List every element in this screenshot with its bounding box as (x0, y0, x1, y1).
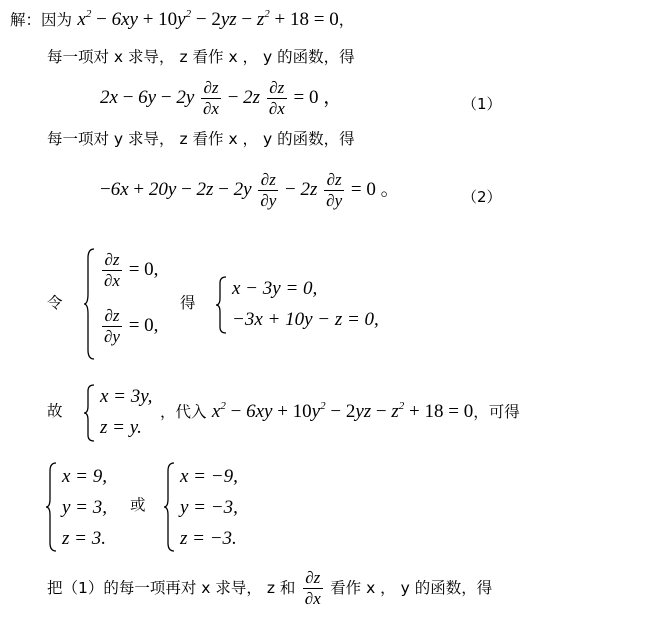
fraction-dz-dy: $\frac{\partial z}{\partial y}$ (260, 170, 277, 210)
fraction-dz-dx: $\frac{\partial z}{\partial x}$ (268, 78, 285, 118)
system-row: $\frac{\partial z}{\partial x}$ = 0, (104, 250, 159, 290)
left-brace-icon (164, 462, 176, 552)
equation-1-tag: （1） (462, 95, 502, 113)
system-linear (216, 276, 416, 334)
line-1-label: 解：因为 (10, 11, 73, 29)
huo-label: 或 (130, 496, 146, 514)
equation-2: −6x + 20y − 2z − 2y $\frac{\partial z}{\partial y}$ − 2z $\frac{\partial z}{\partial y}$ = 0 。 (100, 170, 400, 210)
solution-row: x = 9, (62, 466, 108, 487)
substitute-line: ，代入 $x^2 - 6xy + 10y^2 - 2yz - z^2 + 18 = 0$，可得 (160, 400, 520, 422)
line-2-text: 每一项对 x 求导， z 看作 x ， y 的函数，得 (47, 48, 355, 66)
fraction-dz-dy: $\frac{\partial z}{\partial y}$ (326, 170, 343, 210)
ling-label: 令 (47, 294, 63, 312)
system-row: x = 3y, (100, 386, 153, 407)
left-brace-icon (84, 384, 96, 442)
solution-row: y = 3, (62, 497, 108, 518)
solution-row: z = 3. (62, 528, 106, 549)
system-row: x − 3y = 0, (232, 278, 318, 299)
system-row: −3x + 10y − z = 0, (232, 309, 379, 330)
equation-2-tag: （2） (462, 188, 502, 206)
line-4-text: 每一项对 y 求导， z 看作 x ， y 的函数，得 (47, 130, 355, 148)
equation-1: 2x − 6y − 2y $\frac{\partial z}{\partial x}$ − 2z $\frac{\partial z}{\partial x}$ = 0 ， (100, 78, 343, 118)
de-label: 得 (180, 294, 196, 312)
solution-row: y = −3, (180, 497, 238, 518)
system-row: $\frac{\partial z}{\partial y}$ = 0, (104, 306, 159, 346)
line-1-equation: $x^2 - 6xy + 10y^2 - 2yz - z^2 + 18 = 0$ (77, 8, 339, 30)
left-brace-icon (84, 248, 96, 360)
fraction-dz-dx: $\frac{\partial z}{\partial x}$ (304, 568, 321, 608)
solution-row: z = −3. (180, 528, 237, 549)
left-brace-icon (216, 276, 228, 334)
last-line: 把（1）的每一项再对 x 求导， z 和 $\frac{\partial z}{\partial x}$ 看作 x ， y 的函数，得 (47, 568, 493, 608)
solution-row: x = −9, (180, 466, 238, 487)
gu-label: 故 (47, 402, 63, 420)
left-brace-icon (46, 462, 58, 552)
line-1: 解：因为 $x^2 - 6xy + 10y^2 - 2yz - z^2 + 18 = 0$， (10, 8, 355, 30)
solution-2 (164, 462, 274, 552)
fraction-dz-dx: $\frac{\partial z}{\partial x}$ (203, 78, 219, 118)
system-row: z = y. (100, 417, 142, 438)
